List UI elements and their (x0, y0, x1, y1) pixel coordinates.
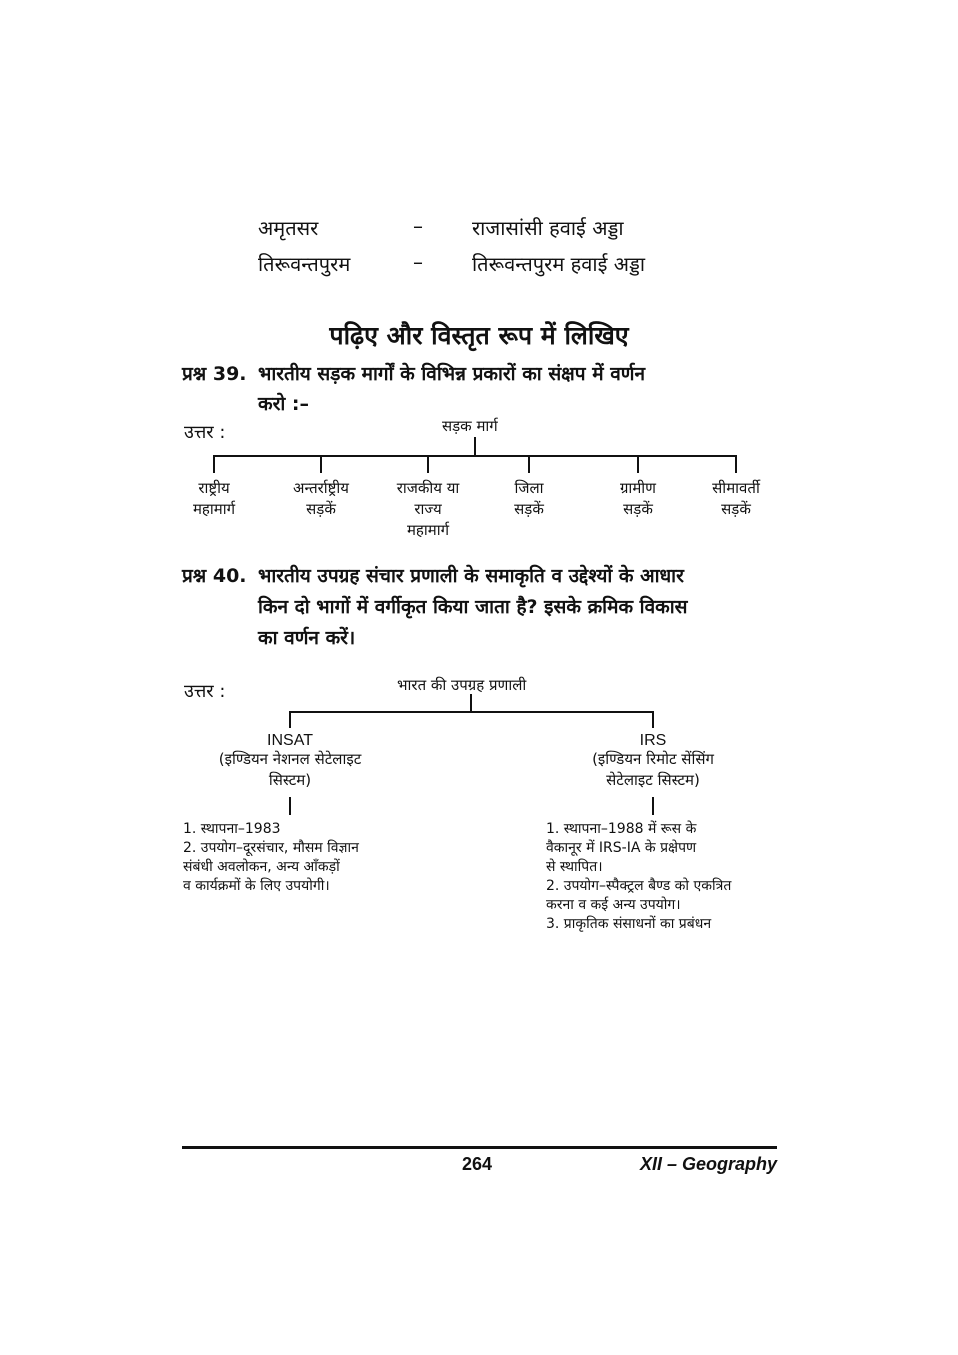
road-root-connector (474, 437, 476, 456)
q40-line-2: किन दो भागों में वर्गीकृत किया जाता है? इसके क्रमिक विकास (258, 596, 688, 618)
road-type-border: सीमावर्ती सड़कें (712, 479, 760, 518)
road-type-international: अन्तर्राष्ट्रीय सड़कें (293, 479, 349, 518)
airport-name-1: राजासांसी हवाई अड्डा (472, 216, 624, 240)
insat-full-name: (इण्डियन नेशनल सेटेलाइट सिस्टम) (218, 750, 362, 789)
q39-label: प्रश्न 39. (182, 363, 247, 385)
road-drop-5 (637, 455, 639, 473)
road-type-national-highway: राष्ट्रीय महामार्ग (192, 479, 236, 518)
airport-dash-2: – (413, 250, 423, 274)
road-drop-3 (427, 455, 429, 473)
road-type-state-highway: राजकीय या राज्य महामार्ग (396, 479, 460, 539)
footer-title: XII – Geography (639, 1154, 777, 1174)
road-drop-6 (735, 455, 737, 473)
road-root-node: सड़क मार्ग (442, 417, 498, 435)
airport-dash-1: – (413, 214, 423, 238)
insat-name: INSAT (267, 732, 313, 749)
q40-line-3: का वर्णन करें। (258, 627, 356, 649)
q40-line-1: भारतीय उपग्रह संचार प्रणाली के समाकृति व उद्देश्यों के आधार (258, 565, 684, 587)
airport-city-1: अमृतसर (258, 216, 319, 240)
insat-points: 1. स्थापना–1983 2. उपयोग–दूरसंचार, मौसम विज्ञान संबंधी अवलोकन, अन्य आँकड़ों व कार्यक्रमों के लिए उपयोगी। (183, 821, 359, 894)
q40-answer-label: उत्तर : (184, 681, 226, 702)
irs-drop (652, 711, 654, 728)
satellite-root-node: भारत की उपग्रह प्रणाली (397, 676, 527, 694)
q40-label: प्रश्न 40. (182, 565, 247, 587)
footer-rule (182, 1146, 777, 1149)
road-type-district: जिला सड़कें (514, 479, 544, 518)
insat-drop (289, 711, 291, 728)
irs-points-connector (652, 797, 654, 815)
road-branch-line (213, 455, 737, 457)
irs-full-name: (इण्डियन रिमोट सेंसिंग सेटेलाइट सिस्टम) (592, 750, 714, 789)
road-drop-1 (213, 455, 215, 473)
airport-city-2: तिरूवन्तपुरम (258, 252, 351, 276)
satellite-branch-line (289, 711, 654, 713)
road-drop-4 (528, 455, 530, 473)
satellite-root-connector (470, 694, 472, 712)
airport-name-2: तिरूवन्तपुरम हवाई अड्डा (472, 252, 646, 276)
page-number: 264 (462, 1154, 493, 1174)
q39-answer-label: उत्तर : (184, 422, 226, 443)
irs-points: 1. स्थापना–1988 में रूस के वैकानूर में IRS-IA के प्रक्षेपण से स्थापित। 2. उपयोग–स्पैक्ट्रल बैण्ड को एकत्रित करना व कई अन्य उपयोग। 3. प्राकृतिक संसाधनों का प्रबंधन (546, 821, 732, 932)
q39-line-2: करो :– (258, 393, 309, 415)
insat-points-connector (289, 797, 291, 815)
q39-line-1: भारतीय सड़क मार्गों के विभिन्न प्रकारों का संक्षप में वर्णन (258, 363, 646, 385)
irs-name: IRS (639, 732, 667, 749)
section-heading: पढ़िए और विस्तृत रूप में लिखिए (329, 321, 629, 350)
road-drop-2 (320, 455, 322, 473)
road-type-rural: ग्रामीण सड़कें (619, 479, 657, 518)
